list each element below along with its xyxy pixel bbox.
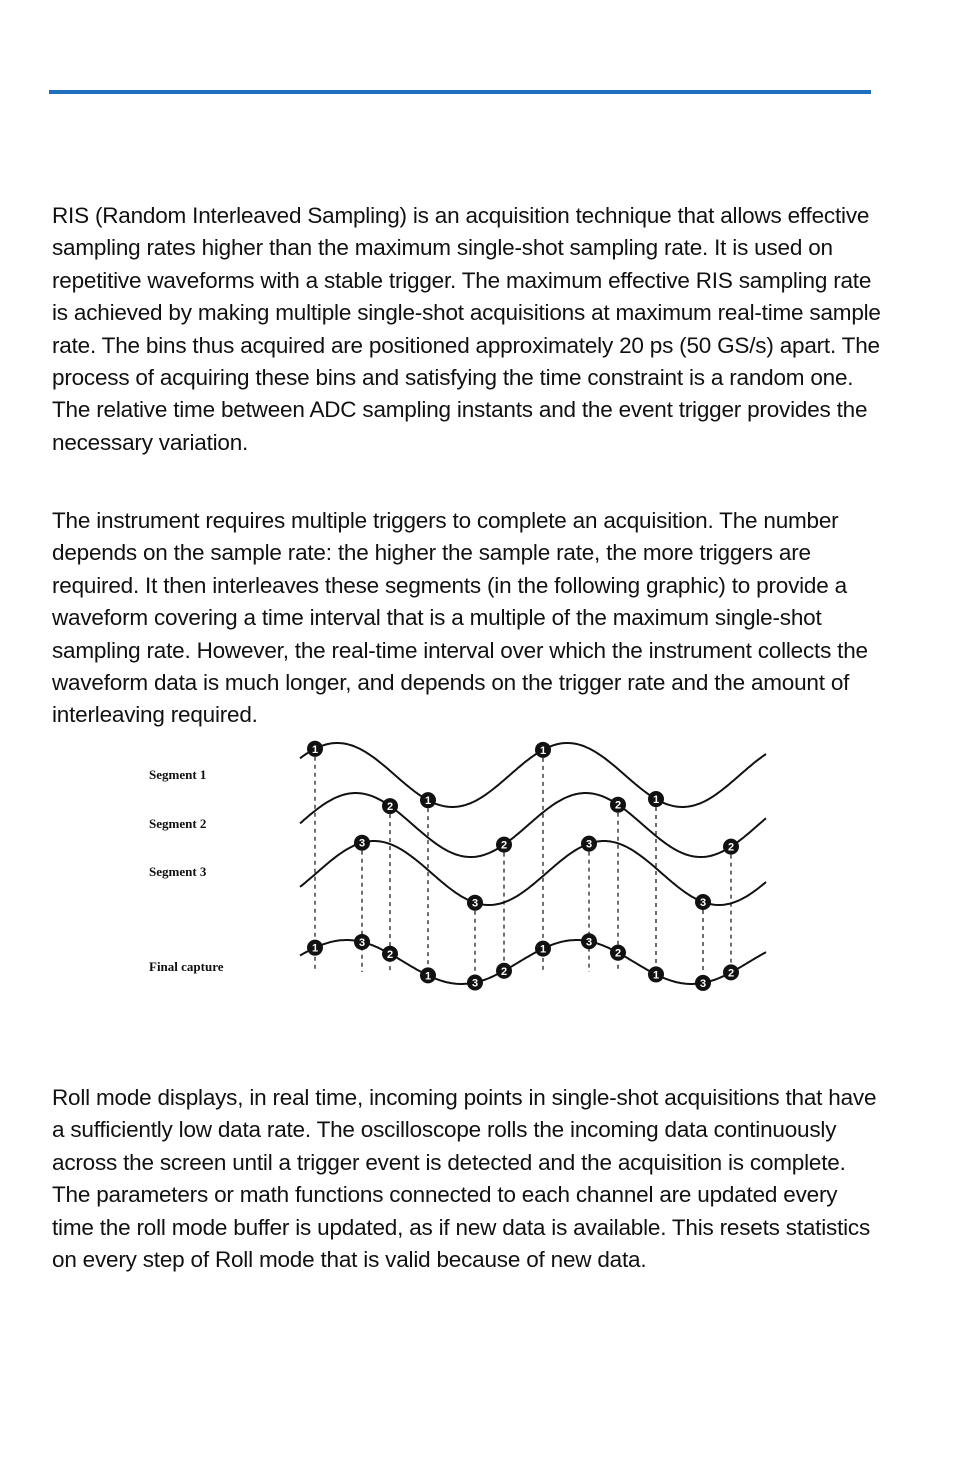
svg-text:2: 2 <box>386 801 394 814</box>
segment-2-label: Segment 2 <box>149 816 207 831</box>
segment-2-sample-marker <box>496 837 512 853</box>
ris-paragraph: RIS (Random Interleaved Sampling) is an acquisition technique that allows effective sampling rates higher than the maximum single-shot sampling rate. It is used on repetitive waveforms with a stable trigger. The maximum effective RIS sampling rate is achieved by making multiple single-shot acquisitions at maximum real-time sample rate. The bins thus acquired are positioned approximately 20 ps (50 GS/s) apart. The process of acquiring these bins and satisfying the time constraint is a random one. The relative time between ADC sampling instants and the event trigger provides the necessary variation. <box>52 203 881 455</box>
svg-text:2: 2 <box>386 948 394 961</box>
svg-text:2: 2 <box>614 947 622 960</box>
segment-1-label: Segment 1 <box>149 767 207 782</box>
segment-2-sample-marker <box>723 839 739 855</box>
svg-text:3: 3 <box>358 837 366 850</box>
segment-3-wave <box>300 838 766 905</box>
svg-text:1: 1 <box>539 943 547 956</box>
segment-3-sample-marker <box>581 836 597 852</box>
final-capture-sample-marker <box>723 964 739 980</box>
svg-text:3: 3 <box>585 838 593 851</box>
final-capture-sample-marker <box>467 975 483 991</box>
svg-text:3: 3 <box>471 977 479 990</box>
svg-text:3: 3 <box>699 897 707 910</box>
final-capture-sample-marker <box>695 975 711 991</box>
segment-3-sample-marker <box>354 835 370 851</box>
segment-3-sample-marker <box>695 894 711 910</box>
svg-text:2: 2 <box>500 965 508 978</box>
roll-mode-paragraph: Roll mode displays, in real time, incoming points in single-shot acquisitions that have a sufficiently low data rate. The oscilloscope rolls the incoming data continuously across the screen until a trigger event is detected and the acquisition is complete. The parameters or math functions connected to each channel are updated every time the roll mode buffer is updated, as if new data is available. This resets statistics on every step of Roll mode that is valid because of new data. <box>52 1085 877 1273</box>
svg-text:1: 1 <box>652 969 660 982</box>
svg-text:1: 1 <box>424 795 432 808</box>
svg-text:2: 2 <box>500 839 508 852</box>
final-capture-sample-marker <box>610 945 626 961</box>
svg-text:3: 3 <box>585 936 593 949</box>
segment-2-sample-marker <box>610 797 626 813</box>
segment-2-wave <box>300 793 766 857</box>
final-capture-sample-marker <box>354 934 370 950</box>
segment-1-sample-marker <box>307 741 323 757</box>
svg-text:3: 3 <box>699 977 707 990</box>
svg-text:2: 2 <box>614 799 622 812</box>
svg-text:3: 3 <box>358 936 366 949</box>
svg-text:2: 2 <box>727 967 735 980</box>
segment-2-sample-marker <box>382 798 398 814</box>
final-capture-sample-marker <box>535 941 551 957</box>
final-capture-sample-marker <box>581 933 597 949</box>
final-capture-label: Final capture <box>149 959 224 974</box>
svg-text:1: 1 <box>311 942 319 955</box>
header-rule <box>49 90 871 94</box>
segment-1-sample-marker <box>648 791 664 807</box>
final-capture-sample-marker <box>496 963 512 979</box>
segment-3-label: Segment 3 <box>149 864 207 879</box>
ris-segments-figure <box>140 740 780 1005</box>
final-capture-sample-marker <box>648 966 664 982</box>
interleave-paragraph: The instrument requires multiple triggers to complete an acquisition. The number depends on the sample rate: the higher the sample rate, the more triggers are required. It then interleaves these segments (in the following graphic) to provide a waveform covering a time interval that is a multiple of the maximum single-shot sampling rate. However, the real-time interval over which the instrument collects the waveform data is much longer, and depends on the trigger rate and the amount of interleaving required. <box>52 508 868 728</box>
final-capture-sample-marker <box>307 940 323 956</box>
segment-1-wave <box>300 743 766 807</box>
final-capture-sample-marker <box>420 967 436 983</box>
segment-3-sample-marker <box>467 895 483 911</box>
svg-text:1: 1 <box>539 744 547 757</box>
svg-text:1: 1 <box>652 794 660 807</box>
final-capture-wave <box>300 940 766 984</box>
final-capture-sample-marker <box>382 946 398 962</box>
svg-text:1: 1 <box>311 743 319 756</box>
svg-text:3: 3 <box>471 897 479 910</box>
svg-text:1: 1 <box>424 970 432 983</box>
svg-text:2: 2 <box>727 841 735 854</box>
segment-1-sample-marker <box>535 742 551 758</box>
segment-1-sample-marker <box>420 792 436 808</box>
